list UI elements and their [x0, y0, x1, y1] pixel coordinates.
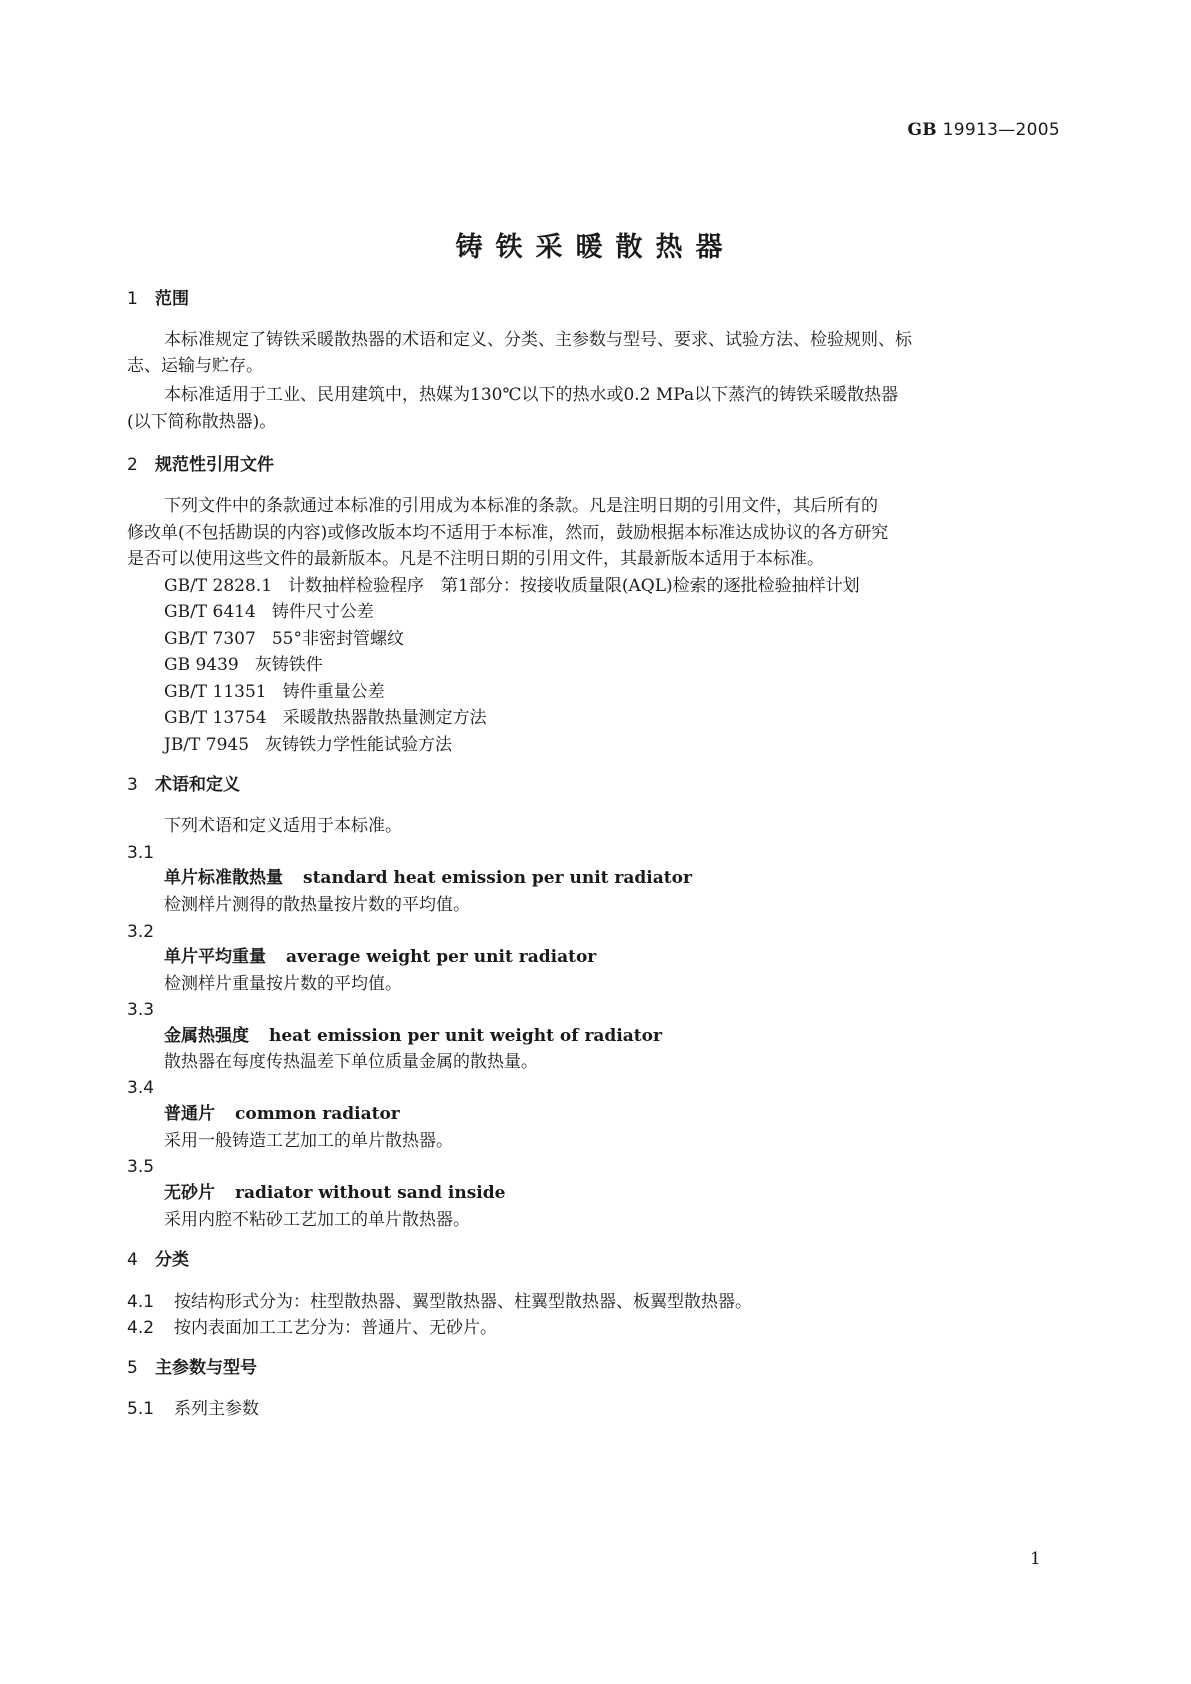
section-2-paragraph-line-3: 是否可以使用这些文件的最新版本。凡是不注明日期的引用文件，其最新版本适用于本标准。	[127, 549, 824, 569]
classification-item: 4.1 按结构形式分为：柱型散热器、翼型散热器、柱翼型散热器、板翼型散热器。	[127, 1292, 752, 1312]
normative-reference: GB/T 6414 铸件尺寸公差	[164, 602, 374, 622]
normative-reference: GB/T 11351 铸件重量公差	[164, 682, 385, 702]
section-2-heading: 2 规范性引用文件	[127, 455, 274, 475]
term-number: 3.4	[127, 1078, 155, 1098]
normative-reference: GB 9439 灰铸铁件	[164, 655, 323, 675]
section-5-heading: 5 主参数与型号	[127, 1358, 257, 1378]
term-title: 无砂片 radiator without sand inside	[164, 1183, 506, 1203]
normative-reference: GB/T 2828.1 计数抽样检验程序 第1部分：按接收质量限(AQL)检索的逐批检验抽样计划	[164, 576, 860, 596]
subsection-5-1: 5.1 系列主参数	[127, 1399, 259, 1419]
section-1-paragraph-2-line-2: (以下简称散热器)。	[127, 412, 277, 432]
term-title: 普通片 common radiator	[164, 1104, 400, 1124]
normative-reference: GB/T 7307 55°非密封管螺纹	[164, 629, 404, 649]
page-number: 1	[1030, 1549, 1041, 1569]
term-number: 3.3	[127, 1000, 155, 1020]
section-1-paragraph-1-line-1: 本标准规定了铸铁采暖散热器的术语和定义、分类、主参数与型号、要求、试验方法、检验规则、标	[164, 330, 912, 350]
term-definition: 检测样片测得的散热量按片数的平均值。	[164, 895, 470, 915]
term-definition: 散热器在每度传热温差下单位质量金属的散热量。	[164, 1052, 538, 1072]
classification-item: 4.2 按内表面加工工艺分为：普通片、无砂片。	[127, 1318, 497, 1338]
section-1-paragraph-1-line-2: 志、运输与贮存。	[127, 356, 263, 376]
section-3-heading: 3 术语和定义	[127, 775, 240, 795]
term-number: 3.5	[127, 1157, 155, 1177]
term-definition: 检测样片重量按片数的平均值。	[164, 974, 402, 994]
normative-reference: GB/T 13754 采暖散热器散热量测定方法	[164, 708, 487, 728]
standard-code: GB 19913—2005	[907, 120, 1060, 140]
term-title: 单片标准散热量 standard heat emission per unit radiator	[164, 868, 692, 888]
section-2-paragraph-line-2: 修改单(不包括勘误的内容)或修改版本均不适用于本标准，然而，鼓励根据本标准达成协议的各方研究	[127, 523, 889, 543]
section-2-paragraph-line-1: 下列文件中的条款通过本标准的引用成为本标准的条款。凡是注明日期的引用文件，其后所有的	[164, 496, 878, 516]
term-definition: 采用内腔不粘砂工艺加工的单片散热器。	[164, 1210, 470, 1230]
term-number: 3.1	[127, 843, 155, 863]
document-title: 铸铁采暖散热器	[455, 232, 736, 263]
term-number: 3.2	[127, 922, 155, 942]
section-1-heading: 1 范围	[127, 289, 189, 309]
section-1-paragraph-2-line-1: 本标准适用于工业、民用建筑中，热媒为130℃以下的热水或0.2 MPa以下蒸汽的铸铁采暖散热器	[164, 385, 899, 405]
normative-reference: JB/T 7945 灰铸铁力学性能试验方法	[164, 735, 453, 755]
section-4-heading: 4 分类	[127, 1250, 189, 1270]
term-definition: 采用一般铸造工艺加工的单片散热器。	[164, 1131, 453, 1151]
term-title: 单片平均重量 average weight per unit radiator	[164, 947, 597, 967]
term-title: 金属热强度 heat emission per unit weight of radiator	[164, 1026, 662, 1046]
section-3-intro: 下列术语和定义适用于本标准。	[164, 816, 402, 836]
